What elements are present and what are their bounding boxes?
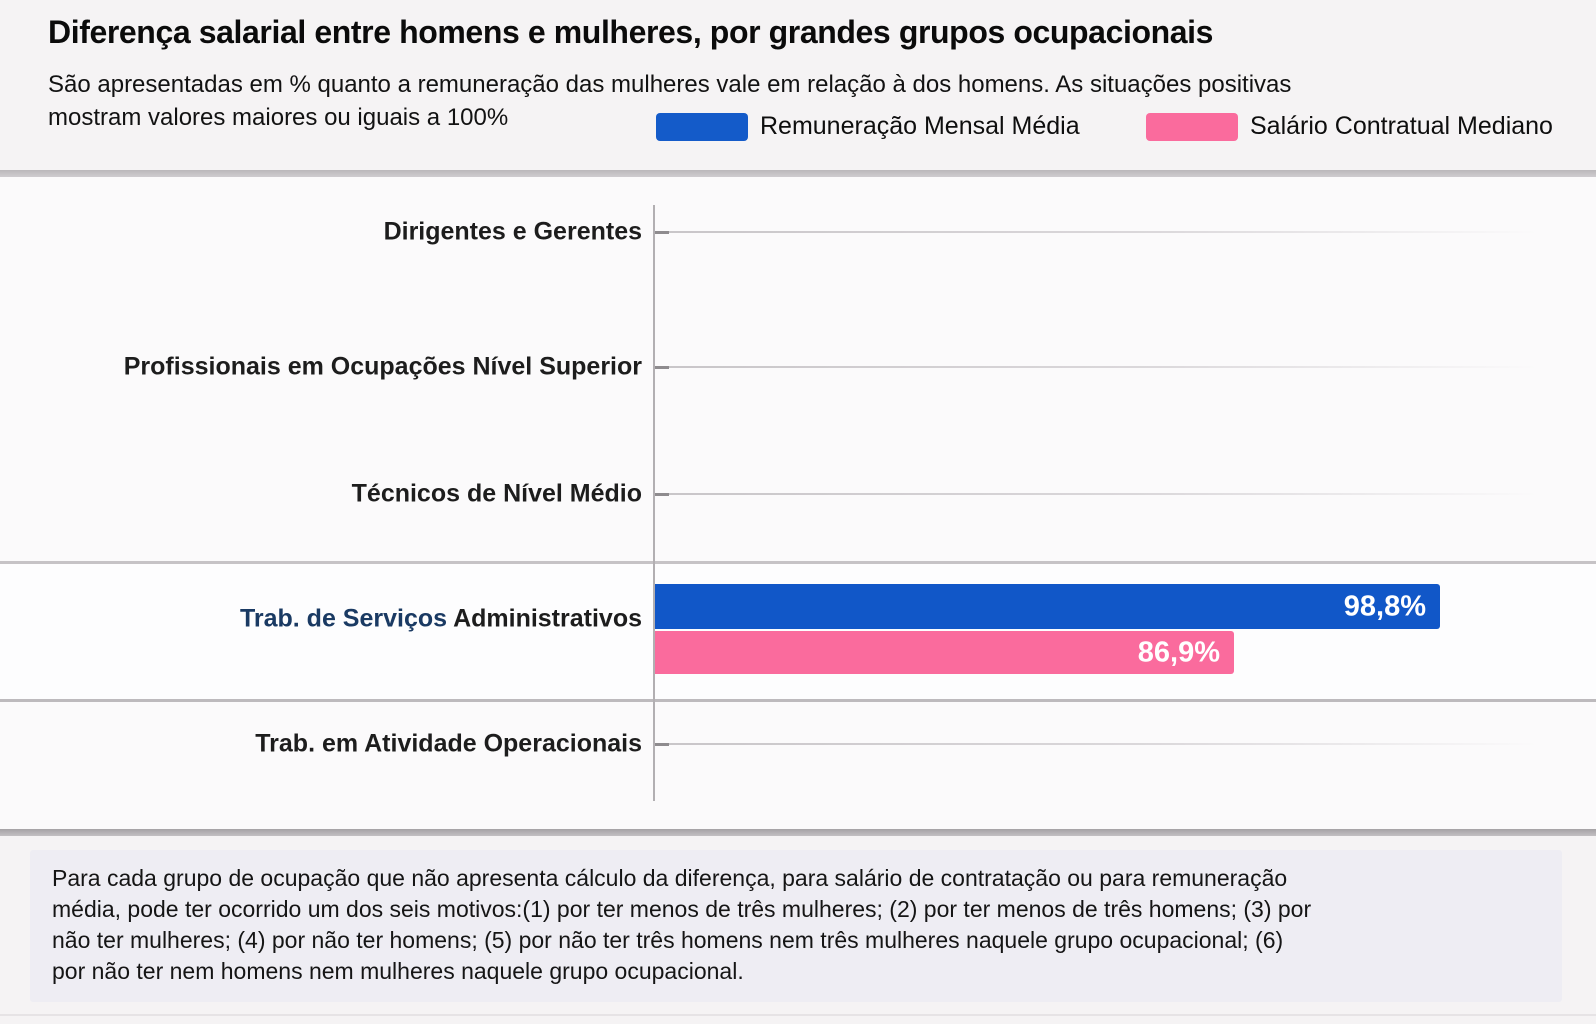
category-label-trab-servicos-administrativos: [0, 605, 642, 634]
legend-swatch-blue: [656, 113, 748, 141]
category-label-trab-atividade-operacionais: Trab. em Atividade Operacionais: [255, 729, 642, 758]
legend-label: Remuneração Mensal Média: [760, 112, 1080, 140]
legend-item-remuneracao-mensal-media[interactable]: [656, 112, 1080, 141]
category-label-tecnicos: Técnicos de Nível Médio: [351, 479, 642, 508]
grid-line: [655, 493, 1565, 495]
category-label-dirigentes: Dirigentes e Gerentes: [383, 217, 642, 246]
header-divider: [0, 170, 1596, 177]
footnote-line-1: Para cada grupo de ocupação que não apresenta cálculo da diferença, para salário de contratação ou para remuneração: [52, 865, 1288, 891]
category-label-profissionais: Profissionais em Ocupações Nível Superior: [123, 352, 642, 381]
bar-salario-contratual-mediano[interactable]: [655, 631, 1234, 674]
footnote-line-3: não ter mulheres; (4) por não ter homens; (5) por não ter três homens nem três mulheres naquele grupo ocupacional; (6): [52, 927, 1284, 953]
axis-tick: [655, 231, 669, 234]
footnote-panel: [30, 850, 1562, 1002]
bar-value-label: 86,9%: [1137, 636, 1220, 668]
grid-line: [655, 231, 1565, 233]
legend-label: Salário Contratual Mediano: [1250, 112, 1553, 140]
axis-tick: [655, 743, 669, 746]
axis-tick: [655, 493, 669, 496]
category-label-part-navy: Trab. de Serviços: [240, 604, 448, 633]
footnote-line-4: por não ter nem homens nem mulheres naquele grupo ocupacional.: [52, 958, 744, 984]
legend-item-salario-contratual-mediano[interactable]: [1146, 112, 1553, 141]
bar-remuneracao-mensal-media[interactable]: [655, 584, 1440, 629]
legend-swatch-pink: [1146, 113, 1238, 141]
bottom-edge-line: [0, 1014, 1596, 1016]
footnote-line-2: média, pode ter ocorrido um dos seis motivos:(1) por ter menos de três mulheres; (2) por ter menos de três homens; (3) por: [52, 896, 1312, 922]
category-axis-line: [653, 205, 655, 801]
subtitle-line-2: mostram valores maiores ou iguais a 100%: [48, 104, 509, 131]
axis-tick: [655, 366, 669, 369]
bar-value-label: 98,8%: [1343, 590, 1426, 622]
page-title: Diferença salarial entre homens e mulheres, por grandes grupos ocupacionais: [48, 14, 1214, 50]
grid-line: [655, 743, 1565, 745]
bar-chart: [0, 177, 1596, 829]
plot-area: [655, 177, 1565, 829]
grid-line: [655, 366, 1565, 368]
footer-divider: [0, 829, 1596, 836]
header: [0, 0, 1596, 170]
subtitle-line-1: São apresentadas em % quanto a remuneração das mulheres vale em relação à dos homens. As situações positivas: [48, 71, 1292, 98]
category-label-part-rest: Administrativos: [447, 604, 642, 633]
footer: [0, 836, 1596, 1024]
